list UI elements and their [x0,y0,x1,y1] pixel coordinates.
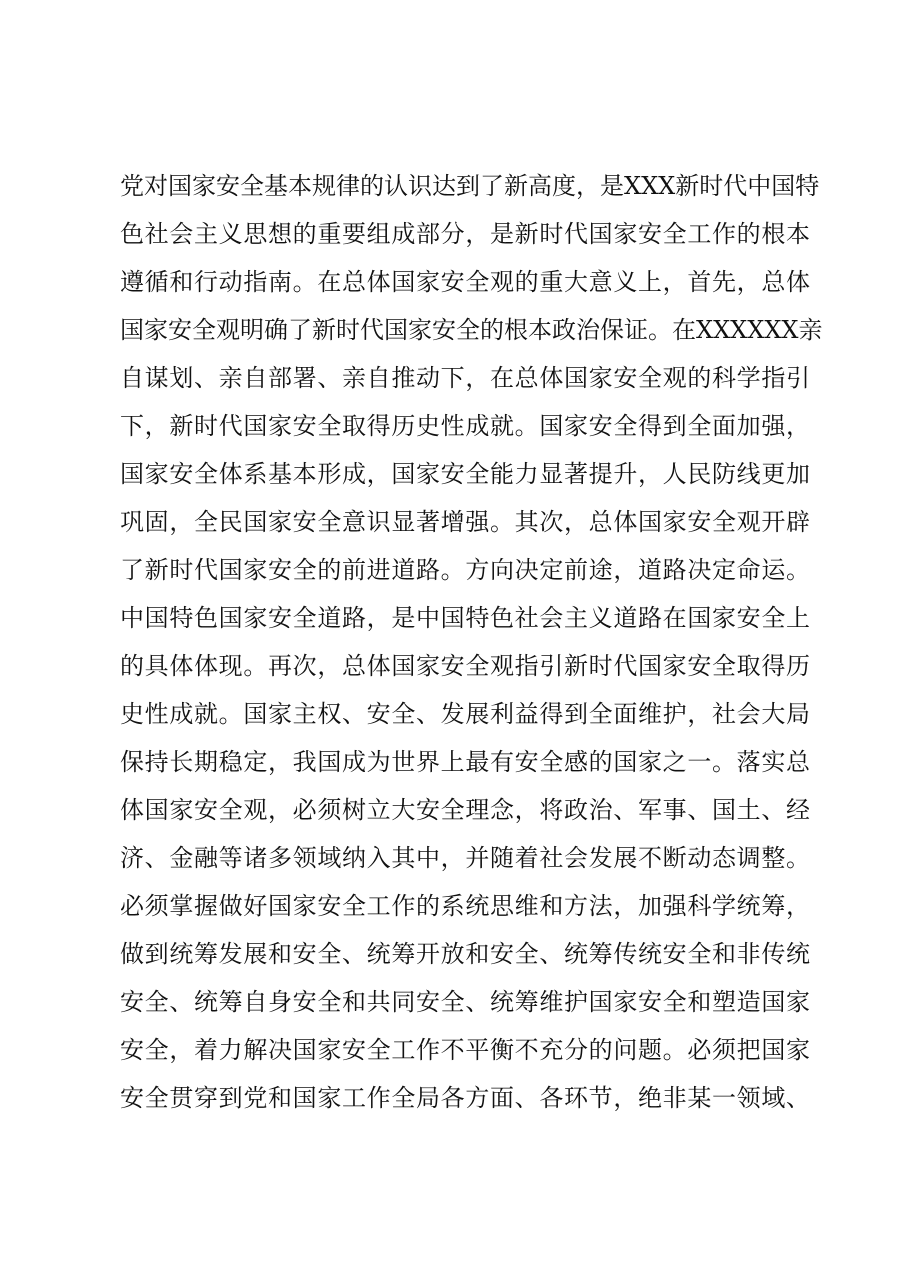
text-line: 遵循和行动指南。在总体国家安全观的重大意义上，首先，总体 [120,268,810,296]
text-line: 巩固，全民国家安全意识显著增强。其次，总体国家安全观开辟 [120,508,810,536]
text-line: 安全贯穿到党和国家工作全局各方面、各环节，绝非某一领域、 [120,1084,810,1112]
text-line: 中国特色国家安全道路，是中国特色社会主义道路在国家安全上 [120,604,810,632]
text-line: 的具体体现。再次，总体国家安全观指引新时代国家安全取得历 [120,652,810,680]
text-line: 安全，着力解决国家安全工作不平衡不充分的问题。必须把国家 [120,1036,810,1064]
text-line: 必须掌握做好国家安全工作的系统思维和方法，加强科学统筹， [120,892,810,920]
text-line: 做到统筹发展和安全、统筹开放和安全、统筹传统安全和非传统 [120,940,810,968]
body-paragraph [120,162,823,1122]
text-line: 国家安全体系基本形成，国家安全能力显著提升，人民防线更加 [120,460,810,488]
text-line: 国家安全观明确了新时代国家安全的根本政治保证。在XXXXXX亲 [120,316,823,344]
text-line: 体国家安全观，必须树立大安全理念，将政治、军事、国土、经 [120,796,810,824]
text-line: 保持长期稳定，我国成为世界上最有安全感的国家之一。落实总 [120,748,810,776]
text-line: 下，新时代国家安全取得历史性成就。国家安全得到全面加强， [120,412,810,440]
text-line: 史性成就。国家主权、安全、发展利益得到全面维护，社会大局 [120,700,810,728]
text-line: 了新时代国家安全的前进道路。方向决定前途，道路决定命运。 [120,556,810,584]
text-line: 自谋划、亲自部署、亲自推动下，在总体国家安全观的科学指引 [120,364,810,392]
text-line: 济、金融等诸多领域纳入其中，并随着社会发展不断动态调整。 [120,844,810,872]
text-line: 党对国家安全基本规律的认识达到了新高度，是XXX新时代中国特 [120,172,820,200]
text-line: 安全、统筹自身安全和共同安全、统筹维护国家安全和塑造国家 [120,988,810,1016]
text-line: 色社会主义思想的重要组成部分，是新时代国家安全工作的根本 [120,220,810,248]
